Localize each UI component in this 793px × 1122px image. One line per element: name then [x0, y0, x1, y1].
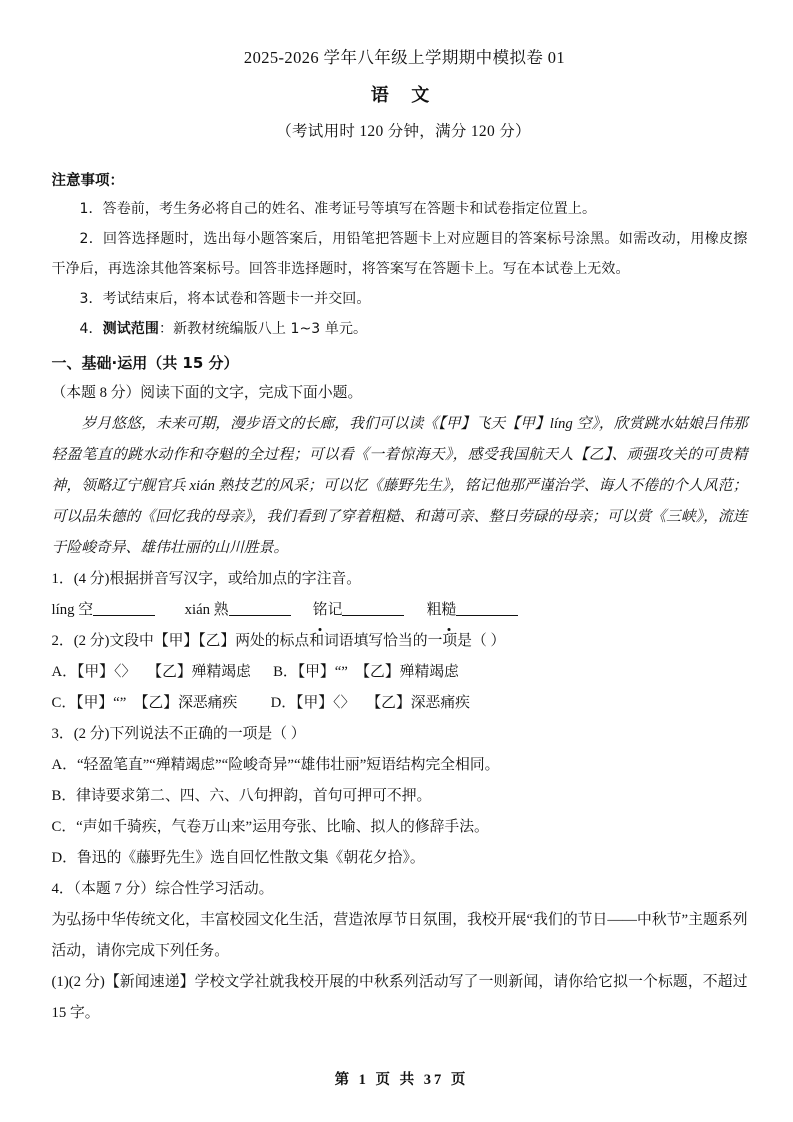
notice-item-4-value: ：新教材统编版八上 1~3 单元。 — [159, 320, 368, 337]
option-c-text[interactable]: 【甲】“” 【乙】深恶痛疾 — [76, 694, 238, 711]
blank-3-dotted-char: 铭 — [313, 595, 328, 626]
option-b-label[interactable]: B． — [273, 663, 298, 680]
blank-4-label: 粗 — [426, 601, 442, 618]
question-2-stem: 2．(2 分)文段中【甲】【乙】两处的标点和词语填写恰当的一项是（ ） — [51, 632, 506, 649]
question-3-option-c[interactable]: C．“声如千骑疾，气卷万山来”运用夸张、比喻、拟人的修辞手法。 — [51, 818, 489, 835]
question-1-blanks — [52, 595, 748, 626]
question-3-option-d[interactable]: D．鲁迅的《藤野先生》选自回忆性散文集《朝花夕拾》。 — [51, 849, 425, 866]
blank-4-dotted-char: 糙 — [441, 595, 456, 626]
notice-item-3: 3．考试结束后，将本试卷和答题卡一并交回。 — [79, 290, 371, 307]
option-a-text[interactable]: 【甲】〈〉 【乙】殚精竭虑 — [76, 663, 251, 680]
notice-item-1: 1．答卷前，考生务必将自己的姓名、准考证号等填写在答题卡和试卷指定位置上。 — [79, 200, 597, 217]
page-footer: 第 1 页 共 37 页 — [334, 1072, 469, 1088]
question-2-options-row-2 — [52, 688, 748, 719]
option-b-text[interactable]: 【甲】“” 【乙】殚精竭虑 — [297, 663, 459, 680]
question-2-options-row-1 — [52, 657, 748, 688]
question-3-option-a[interactable]: A．“轻盈笔直”“殚精竭虑”“险峻奇异”“雄伟壮丽”短语结构完全相同。 — [51, 756, 500, 773]
question-3-stem: 3．(2 分)下列说法不正确的一项是（ ） — [51, 725, 306, 742]
page-content — [46, 169, 748, 1029]
section-intro: （本题 8 分）阅读下面的文字，完成下面小题。 — [51, 384, 363, 401]
notice-heading: 注意事项： — [51, 172, 124, 189]
notice-item-4-label: 测试范围 — [102, 320, 160, 337]
notice-item-2: 2．回答选择题时，选出每小题答案后，用铅笔把答题卡上对应题目的答案标号涂黑。如需改动，用橡皮擦干净后，再选涂其他答案标号。回答非选择题时，将答案写在答题卡上。写在本试卷上无效。 — [51, 230, 748, 277]
question-1-stem: 1．(4 分)根据拼音写汉字，或给加点的字注音。 — [51, 570, 361, 587]
notice-item-4 — [52, 314, 748, 344]
option-a-label[interactable]: A． — [51, 663, 77, 680]
page-title: 2025-2026 学年八年级上学期期中模拟卷 01 — [243, 48, 566, 67]
blank-4-line[interactable] — [456, 615, 518, 616]
section-heading: 一、基础·运用（共 15 分） — [51, 353, 239, 372]
blank-2-line[interactable] — [229, 615, 291, 616]
subject-title: 语 文 — [370, 84, 439, 105]
blank-2-label: xián 熟 — [184, 601, 229, 618]
blank-1-label: líng 空 — [51, 601, 94, 618]
blank-3-line[interactable] — [342, 615, 404, 616]
exam-meta: （考试用时 120 分钟，满分 120 分） — [276, 122, 531, 140]
blank-3-label: 记 — [327, 601, 343, 618]
notice-item-4-number: 4． — [79, 320, 103, 337]
option-d-label[interactable]: D． — [270, 694, 297, 711]
option-d-text[interactable]: 【甲】〈〉 【乙】深恶痛疾 — [296, 694, 470, 711]
question-4-body: 为弘扬中华传统文化，丰富校园文化生活，营造浓厚节日氛围，我校开展“我们的节日——中秋节”主题系列活动，请你完成下列任务。 — [51, 911, 748, 959]
question-3-option-b[interactable]: B．律诗要求第二、四、六、八句押韵，首句可押可不押。 — [51, 787, 432, 804]
page-header — [0, 0, 793, 141]
question-4-stem: 4．（本题 7 分）综合性学习活动。 — [51, 880, 274, 897]
blank-1-line[interactable] — [93, 615, 155, 616]
reading-passage: 岁月悠悠，未来可期，漫步语文的长廊，我们可以读《【甲】飞天【甲】líng 空》，欣赏跳水姑娘吕伟那轻盈笔直的跳水动作和夺魁的全过程；可以看《一着惊海天》，感受我国航天人【乙】、顽强攻关的可贵精神，领略辽宁舰官兵 xián 熟技艺的风采；可以忆《藤野先生》，铭记他那严谨治学、诲人不倦的个人风范；可以品朱德的《回忆我的母亲》，我们看到了穿着粗糙、和蔼可亲、整日劳碌的母亲；可以赏《三峡》，流连于险峻奇异、雄伟壮丽的山川胜景。 — [51, 415, 748, 556]
option-c-label[interactable]: C． — [51, 694, 77, 711]
question-4-sub-1: (1)(2 分)【新闻速递】学校文学社就我校开展的中秋系列活动写了一则新闻，请你给它拟一个标题，不超过 15 字。 — [51, 973, 748, 1021]
